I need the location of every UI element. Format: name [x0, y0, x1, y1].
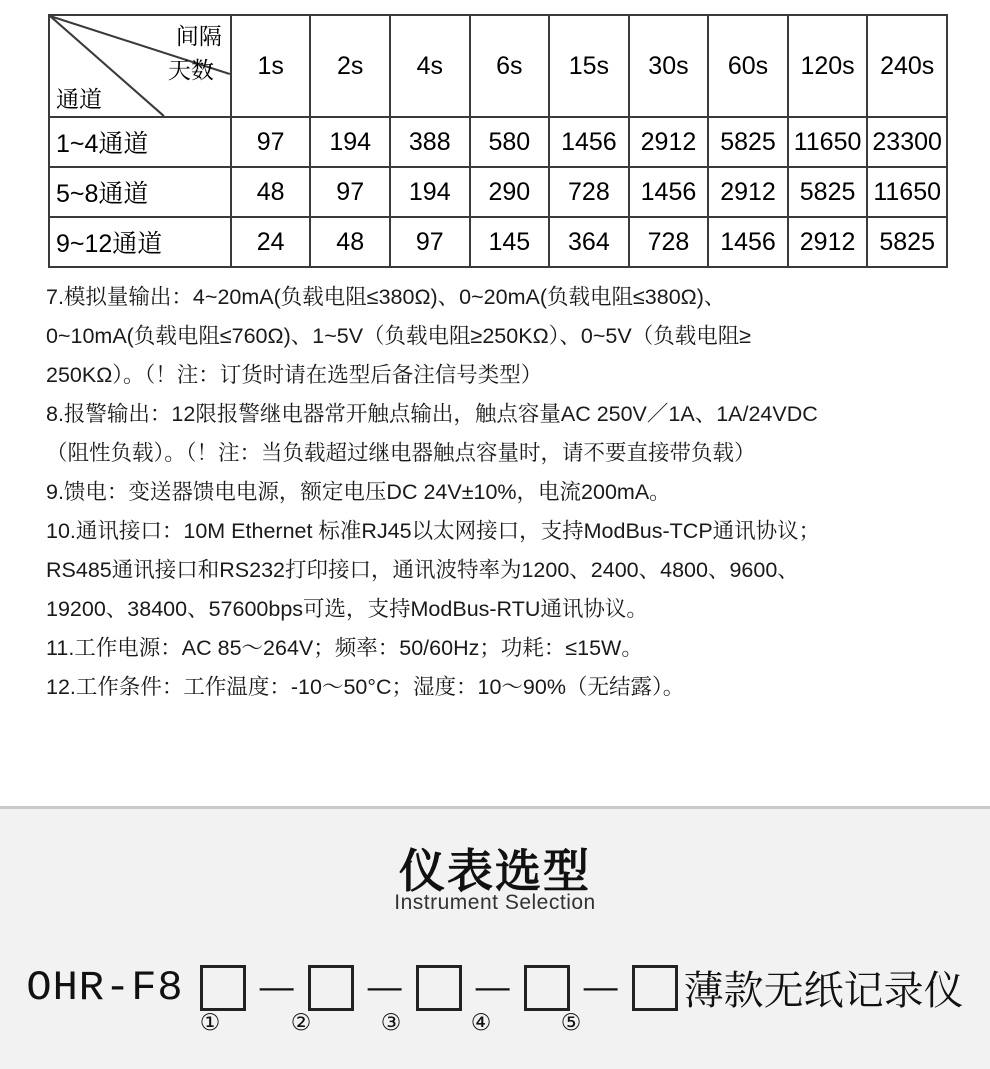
table-header-row: [49, 15, 947, 117]
cell-1-7: 5825: [788, 167, 868, 217]
model-option-box-3[interactable]: [416, 965, 462, 1011]
model-product-name: 薄款无纸记录仪: [683, 969, 964, 1013]
col-header-6: 60s: [708, 15, 788, 117]
cell-0-3: 580: [470, 117, 550, 167]
col-header-2: 4s: [390, 15, 470, 117]
spec-line-10: 12.工作条件：工作温度：-10～50°C；湿度：10～90%（无结露）。: [46, 675, 685, 699]
cell-1-5: 1456: [629, 167, 709, 217]
cell-1-3: 290: [470, 167, 550, 217]
row-label-1: 5~8通道: [49, 167, 231, 217]
spec-line-6: 10.通讯接口：10M Ethernet 标准RJ45以太网接口，支持ModBus-TCP通讯协议；: [46, 519, 821, 543]
model-option-box-1[interactable]: [200, 965, 246, 1011]
model-marker-2: ②: [290, 1009, 312, 1035]
cell-2-5: 728: [629, 217, 709, 267]
model-dash-4: —: [583, 968, 618, 1006]
spec-line-5: 9.馈电：变送器馈电电源，额定电压DC 24V±10%，电流200mA。: [46, 480, 671, 504]
cell-2-2: 97: [390, 217, 470, 267]
cell-2-3: 145: [470, 217, 550, 267]
model-marker-1: ①: [199, 1009, 221, 1035]
cell-1-2: 194: [390, 167, 470, 217]
cell-1-0: 48: [231, 167, 311, 217]
cell-0-0: 97: [231, 117, 311, 167]
cell-2-8: 5825: [867, 217, 947, 267]
row-label-0: 1~4通道: [49, 117, 231, 167]
cell-2-4: 364: [549, 217, 629, 267]
cell-0-2: 388: [390, 117, 470, 167]
model-option-box-4[interactable]: [524, 965, 570, 1011]
cell-2-1: 48: [310, 217, 390, 267]
model-dash-1: —: [259, 968, 294, 1006]
cell-1-6: 2912: [708, 167, 788, 217]
specification-text: [46, 278, 956, 707]
cell-1-4: 728: [549, 167, 629, 217]
col-header-7: 120s: [788, 15, 868, 117]
model-marker-row: [0, 1009, 990, 1043]
col-header-4: 15s: [549, 15, 629, 117]
row-label-2: 9~12通道: [49, 217, 231, 267]
model-option-box-5[interactable]: [632, 965, 678, 1011]
model-dash-2: —: [367, 968, 402, 1006]
table-row: [49, 217, 947, 267]
spec-line-1: 0~10mA(负载电阻≤760Ω)、1~5V（负载电阻≥250KΩ）、0~5V（负载电阻≥: [46, 324, 751, 348]
cell-0-7: 11650: [788, 117, 868, 167]
col-header-1: 2s: [310, 15, 390, 117]
table: [48, 14, 948, 268]
col-header-3: 6s: [470, 15, 550, 117]
model-marker-3: ③: [380, 1009, 402, 1035]
model-marker-4: ④: [470, 1009, 492, 1035]
instrument-selection-section: [0, 806, 990, 1069]
model-base-code: OHR-F8: [26, 963, 184, 1012]
col-header-8: 240s: [867, 15, 947, 117]
cell-2-6: 1456: [708, 217, 788, 267]
model-code-row: [0, 959, 990, 1016]
cell-0-4: 1456: [549, 117, 629, 167]
spec-line-7: RS485通讯接口和RS232打印接口，通讯波特率为1200、2400、4800、9600、: [46, 558, 799, 582]
table-row: [49, 167, 947, 217]
cell-2-7: 2912: [788, 217, 868, 267]
spec-line-4: （阻性负载）。（！注：当负载超过继电器触点容量时，请不要直接带负载）: [46, 441, 756, 465]
spec-line-8: 19200、38400、57600bps可选，支持ModBus-RTU通讯协议。: [46, 597, 648, 621]
corner-channel-label: 通道: [56, 86, 102, 112]
corner-interval-label: 间隔: [175, 23, 222, 49]
cell-2-0: 24: [231, 217, 311, 267]
section-subtitle: Instrument Selection: [394, 891, 596, 914]
col-header-0: 1s: [231, 15, 311, 117]
model-marker-5: ⑤: [560, 1009, 582, 1035]
cell-0-6: 5825: [708, 117, 788, 167]
sampling-capacity-table: [48, 14, 948, 268]
cell-1-8: 11650: [867, 167, 947, 217]
section-title: 仪表选型: [399, 845, 591, 897]
spec-line-3: 8.报警输出：12限报警继电器常开触点输出，触点容量AC 250V／1A、1A/24VDC: [46, 402, 818, 426]
spec-line-9: 11.工作电源：AC 85～264V；频率：50/60Hz；功耗：≤15W。: [46, 636, 643, 660]
spec-line-0: 7.模拟量输出：4~20mA(负载电阻≤380Ω)、0~20mA(负载电阻≤380Ω)、: [46, 285, 726, 309]
cell-0-1: 194: [310, 117, 390, 167]
corner-days-label: 天数: [167, 57, 214, 83]
cell-1-1: 97: [310, 167, 390, 217]
table-row: [49, 117, 947, 167]
cell-0-8: 23300: [867, 117, 947, 167]
spec-line-2: 250KΩ）。（！注：订货时请在选型后备注信号类型）: [46, 363, 543, 387]
col-header-5: 30s: [629, 15, 709, 117]
table-corner-cell: [49, 15, 231, 117]
model-dash-3: —: [475, 968, 510, 1006]
cell-0-5: 2912: [629, 117, 709, 167]
model-option-box-2[interactable]: [308, 965, 354, 1011]
